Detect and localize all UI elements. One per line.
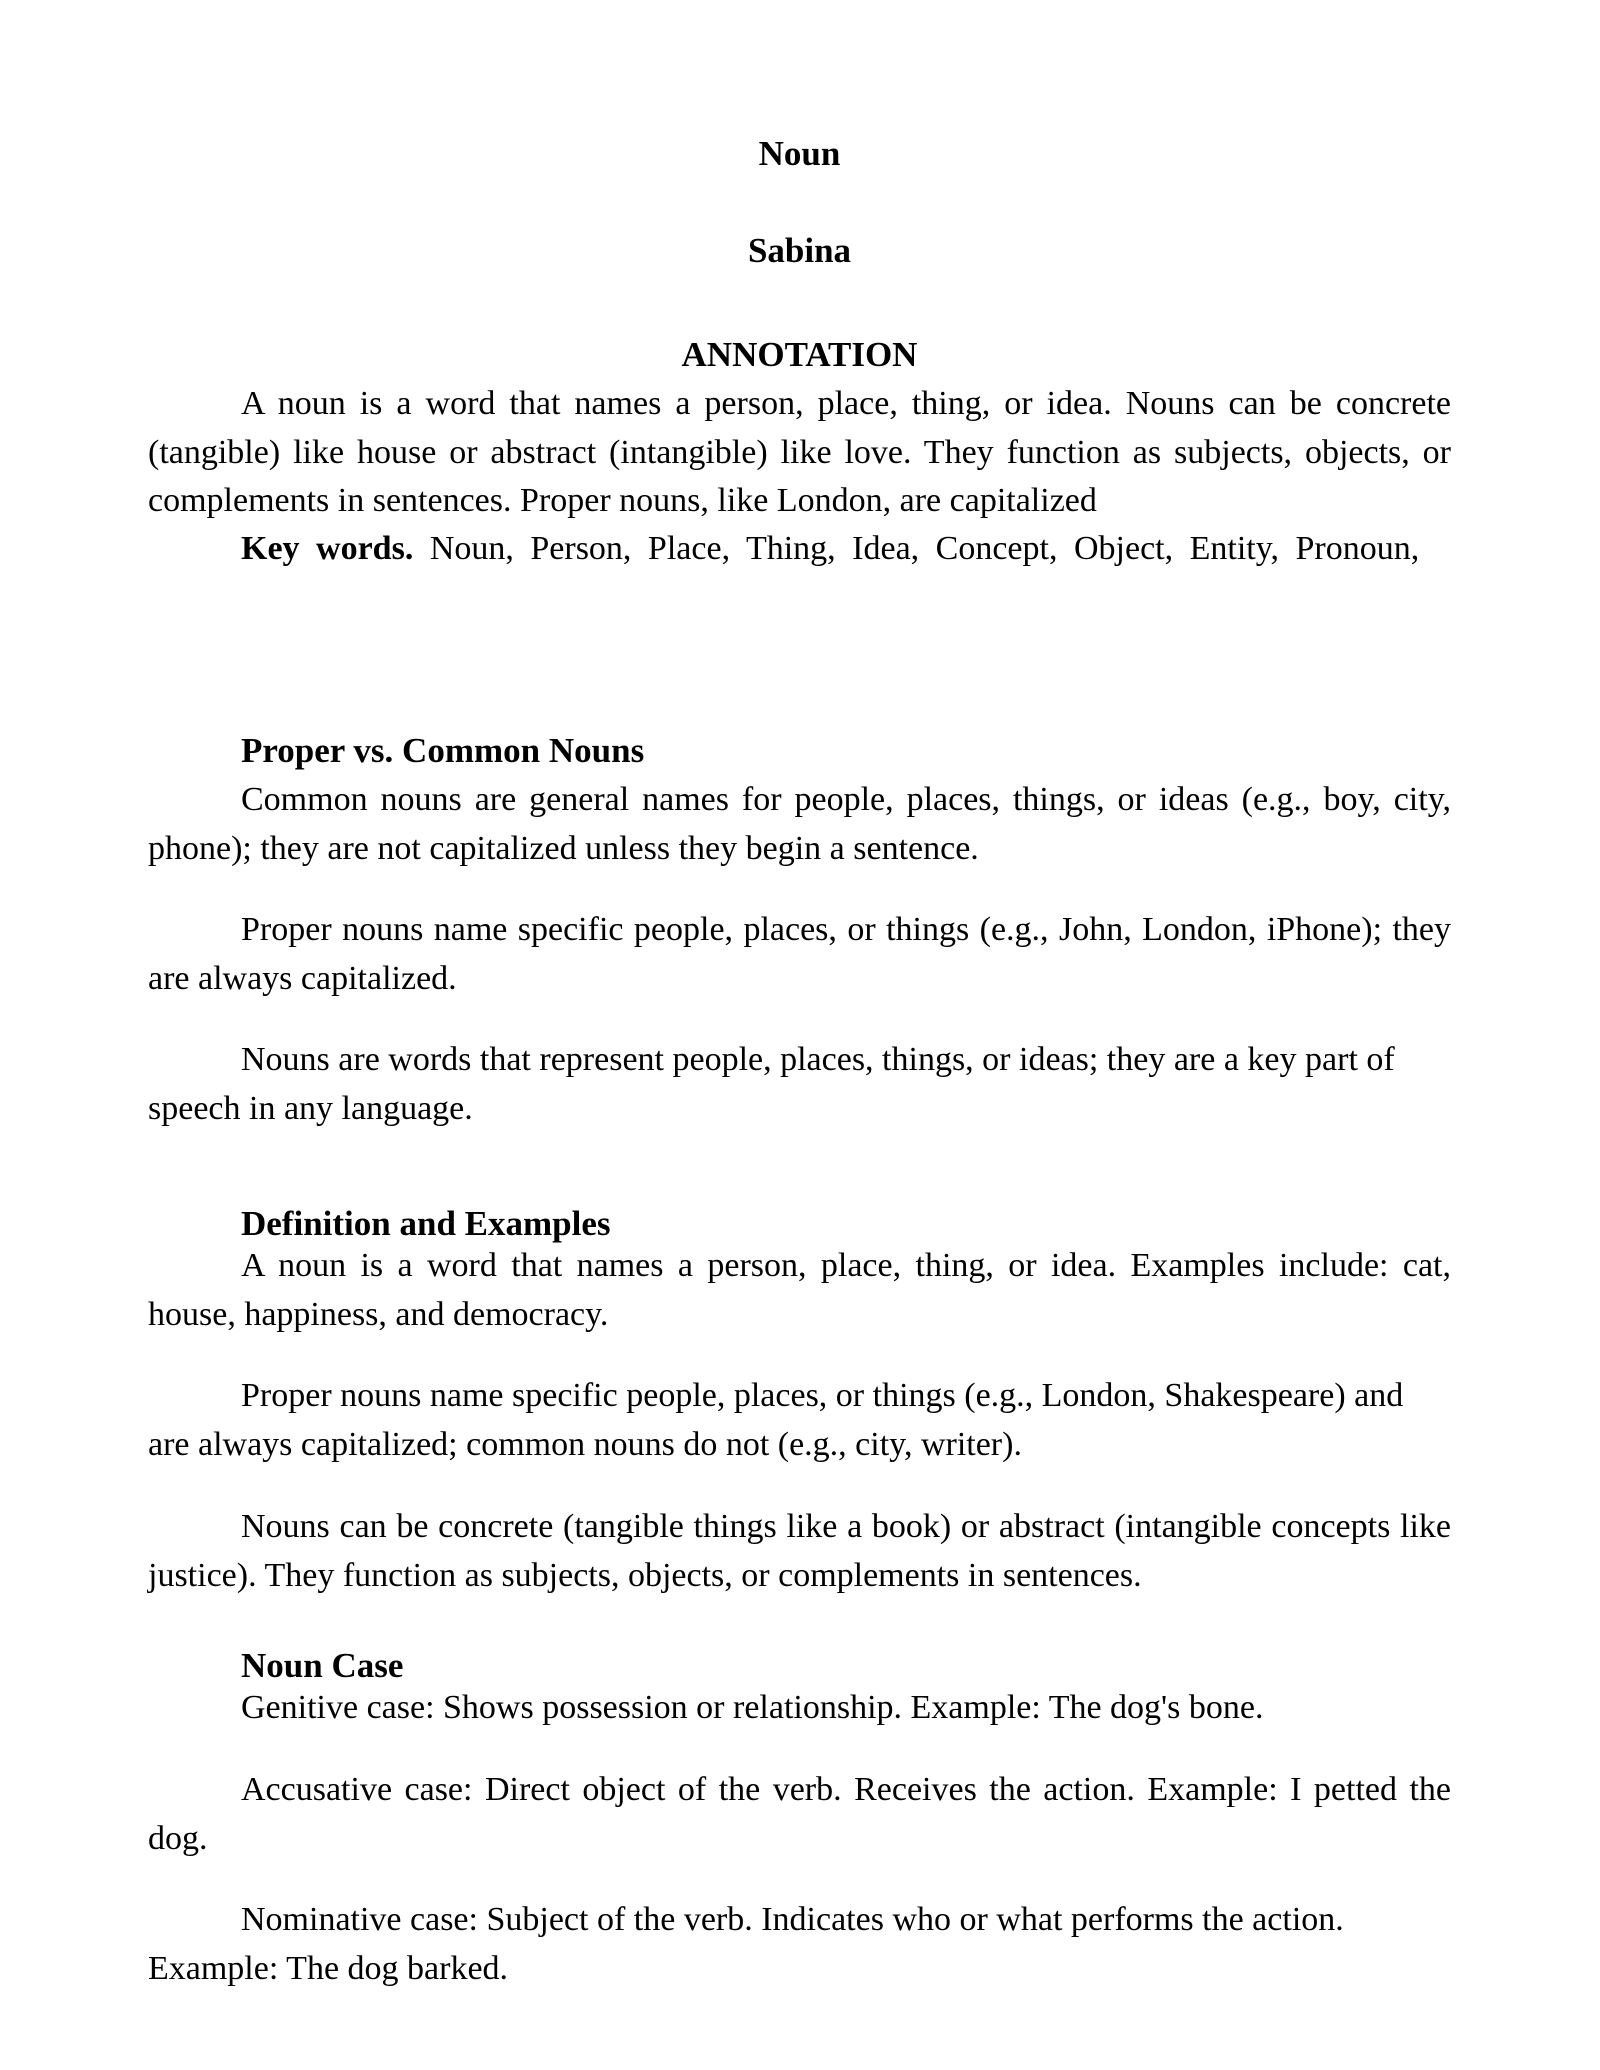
document-title: Noun [758,134,841,173]
author-name: Sabina [747,231,852,270]
paragraph: Proper nouns name specific people, places, or things (e.g., London, Shakespeare) and are always capitalized; common nouns do not (e.g., city, writer). [148,1377,1404,1463]
paragraph: A noun is a word that names a person, place, thing, or idea. Examples include: cat, house, happiness, and democracy. [148,1247,1451,1333]
section-heading-noun-case: Noun Case [241,1646,404,1685]
keywords-label: Key words. [241,530,414,567]
keywords-list: Noun, Person, Place, Thing, Idea, Concept, Object, Entity, Pronoun, [413,530,1420,567]
section-heading-definition-examples: Definition and Examples [241,1204,611,1243]
annotation-heading: ANNOTATION [681,335,918,374]
paragraph: Genitive case: Shows possession or relationship. Example: The dog's bone. [241,1689,1264,1726]
section-heading-proper-vs-common: Proper vs. Common Nouns [241,731,645,770]
paragraph: Nominative case: Subject of the verb. Indicates who or what performs the action. Example: The dog barked. [148,1901,1344,1987]
annotation-text: A noun is a word that names a person, place, thing, or idea. Nouns can be concrete (tangible) like house or abstract (intangible) like love. They function as subjects, objects, or complements in sentences. Proper nouns, like London, are capitalized [148,385,1451,519]
paragraph: Nouns can be concrete (tangible things like a book) or abstract (intangible concepts like justice). They function as subjects, objects, or complements in sentences. [148,1508,1451,1594]
keywords-paragraph [148,525,1451,574]
paragraph: Common nouns are general names for people, places, things, or ideas (e.g., boy, city, phone); they are not capitalized unless they begin a sentence. [148,781,1451,867]
paragraph: Nouns are words that represent people, places, things, or ideas; they are a key part of speech in any language. [148,1041,1395,1127]
paragraph: Accusative case: Direct object of the verb. Receives the action. Example: I petted the dog. [148,1771,1451,1857]
paragraph: Proper nouns name specific people, places, or things (e.g., John, London, iPhone); they are always capitalized. [148,911,1451,997]
